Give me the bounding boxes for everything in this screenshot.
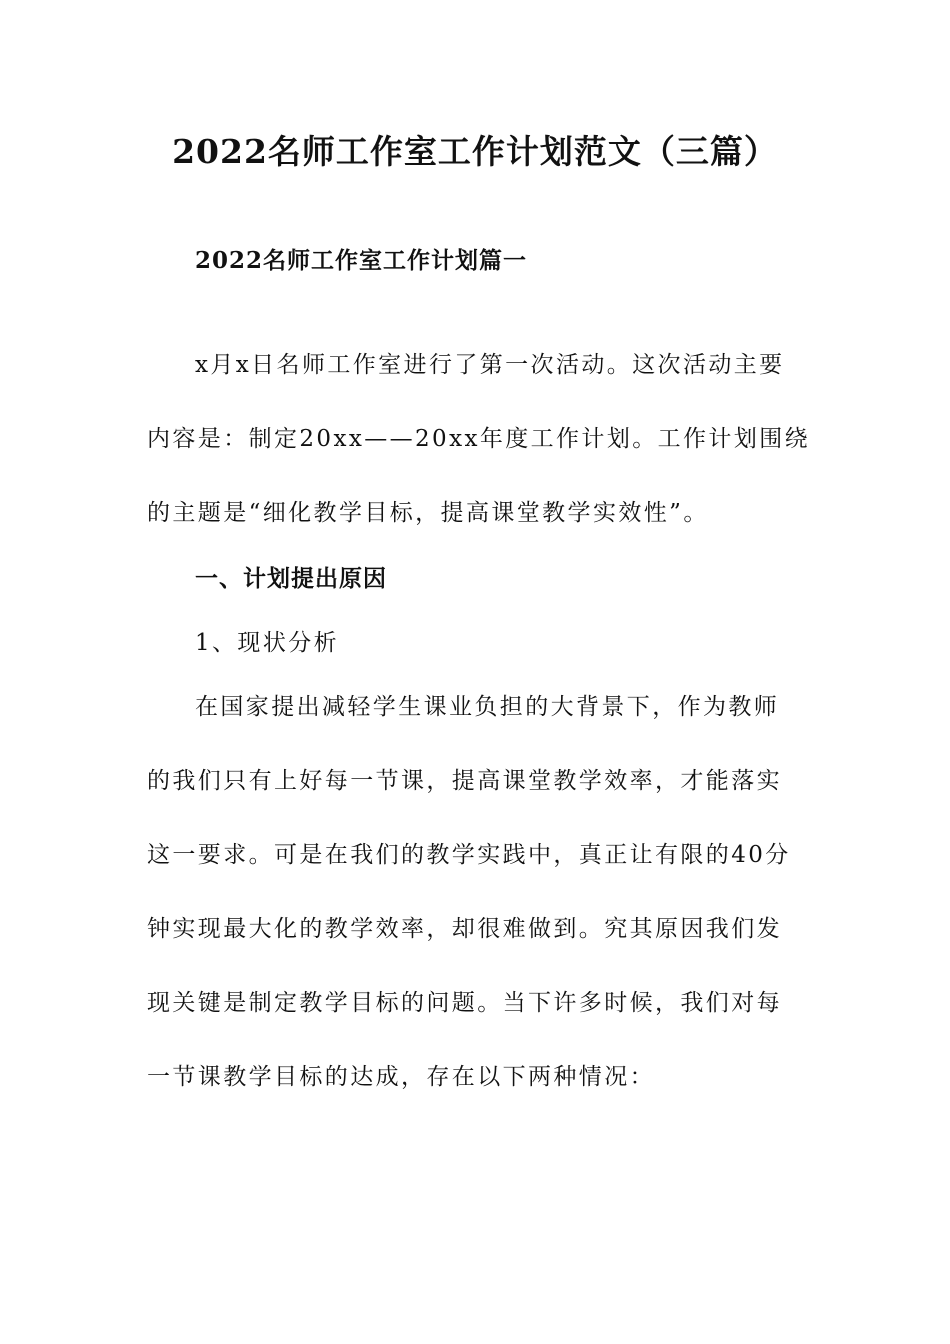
heading-plan-reason: 一、计划提出原因 xyxy=(195,565,387,592)
paragraph-line: x月x日名师工作室进行了第一次活动。这次活动主要 xyxy=(195,352,785,378)
document-title: 2022名师工作室工作计划范文（三篇） xyxy=(172,132,778,171)
paragraph-line: 一节课教学目标的达成，存在以下两种情况： xyxy=(147,1064,655,1090)
section-title: 2022名师工作室工作计划篇一 xyxy=(195,247,528,274)
paragraph-line: 这一要求。可是在我们的教学实践中，真正让有限的40分 xyxy=(147,842,791,868)
paragraph-line: 的主题是“细化教学目标，提高课堂教学实效性”。 xyxy=(147,500,709,526)
subheading-status-analysis: 1、现状分析 xyxy=(195,630,340,656)
paragraph-line: 现关键是制定教学目标的问题。当下许多时候，我们对每 xyxy=(147,990,782,1016)
paragraph-line: 在国家提出减轻学生课业负担的大背景下，作为教师 xyxy=(195,694,780,720)
paragraph-line: 的我们只有上好每一节课，提高课堂教学效率，才能落实 xyxy=(147,768,782,794)
paragraph-line: 钟实现最大化的教学效率，却很难做到。究其原因我们发 xyxy=(147,916,782,942)
paragraph-line: 内容是：制定20xx——20xx年度工作计划。工作计划围绕 xyxy=(147,426,811,452)
